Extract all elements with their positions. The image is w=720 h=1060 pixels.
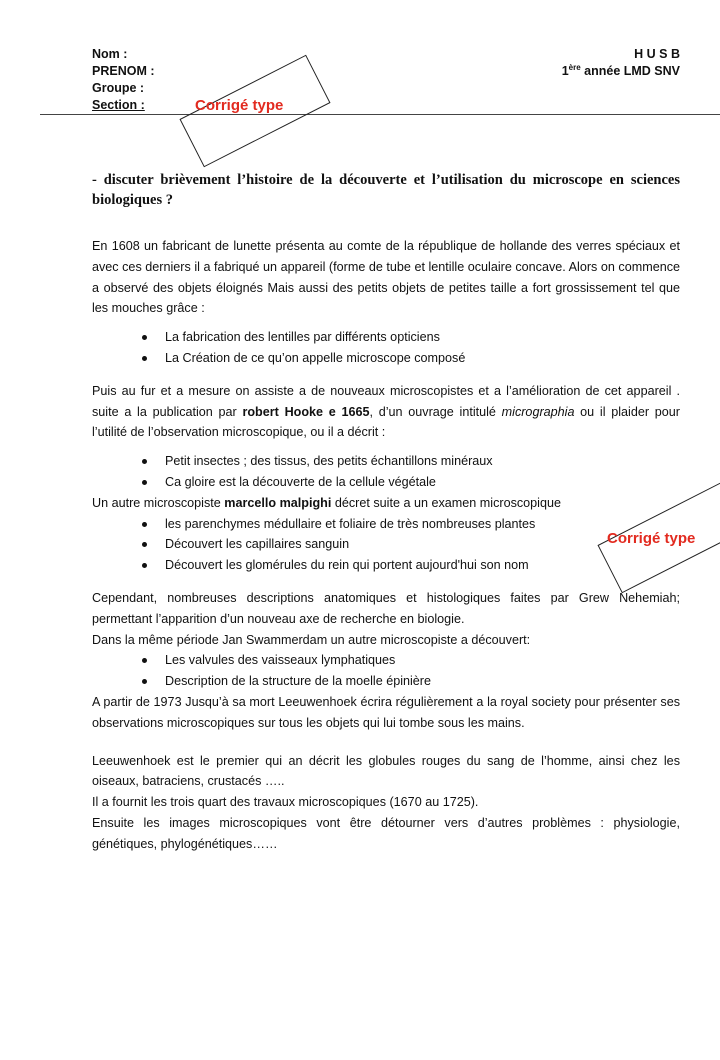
nom-label: Nom : (92, 47, 128, 61)
paragraph-6: A partir de 1973 Jusqu’à sa mort Leeuwenhoek écrira régulièrement a la royal society pour présenter ses observations microscopiques sur tous les objets qui lui tombe sous les mains. (92, 694, 680, 730)
list-item: Petit insectes ; des tissus, des petits échantillons minéraux (92, 451, 680, 472)
list-item: Description de la structure de la moelle épinière (92, 671, 680, 692)
year-superscript: ère (568, 62, 581, 72)
correction-stamp-label-2: Corrigé type (607, 530, 696, 547)
list-item: La fabrication des lentilles par différents opticiens (92, 327, 680, 348)
year-number: 1 (561, 64, 569, 78)
bullet-list-3 (92, 514, 680, 576)
author-malpighi: marcello malpighi (224, 495, 332, 510)
list-item: Ca gloire est la découverte de la cellule végétale (92, 472, 680, 493)
answer-body (92, 236, 680, 855)
paragraph-2-text-c: ou il plaider pour l’utilité de l’observation microscopique, ou il a décrit : (92, 404, 680, 440)
correction-stamp-label: Corrigé type (195, 97, 284, 114)
section-label: Section : (92, 98, 145, 112)
course-info (562, 46, 680, 80)
paragraph-7: Leeuwenhoek est le premier qui an décrit les globules rouges du sang de l’homme, ainsi chez les oiseaux, batraciens, crustacés ….. (92, 753, 680, 789)
list-item: La Création de ce qu’on appelle microscope composé (92, 348, 680, 369)
year-program: année LMD SNV (580, 64, 680, 78)
paragraph-2-text-a: Puis au fur et a mesure on assiste a de nouveaux microscopistes et a l’amélioration de cet appareil . suite a la publication par (92, 383, 680, 419)
header-divider (40, 114, 720, 115)
paragraph-8: Il a fournit les trois quart des travaux microscopiques (1670 au 1725). (92, 795, 479, 810)
institution-label: H U S B (634, 47, 680, 61)
paragraph-3 (92, 493, 680, 514)
list-item: Découvert les capillaires sanguin (92, 534, 680, 555)
author-hooke: robert Hooke e 1665 (242, 404, 370, 419)
book-title: micrographia (501, 404, 575, 419)
bullet-list-1 (92, 327, 680, 369)
paragraph-3-text-b: décret suite a un examen microscopique (331, 495, 561, 510)
exam-question: - discuter brièvement l’histoire de la découverte et l’utilisation du microscope en sciences biologiques ? (92, 172, 680, 208)
paragraph-2 (92, 381, 680, 443)
year-label (562, 63, 680, 80)
list-item: Les valvules des vaisseaux lymphatiques (92, 650, 680, 671)
paragraph-4: Cependant, nombreuses descriptions anatomiques et histologiques faites par Grew Nehemiah; permettant l’apparition d’un nouveau axe de recherche en biologie. (92, 590, 680, 626)
paragraph-5: Dans la même période Jan Swammerdam un autre microscopiste a découvert: (92, 632, 531, 647)
list-item: Découvert les glomérules du rein qui portent aujourd'hui son nom (92, 555, 680, 576)
groupe-label: Groupe : (92, 81, 145, 95)
prenom-label: PRENOM : (92, 64, 155, 78)
paragraph-9: Ensuite les images microscopiques vont être détourner vers d’autres problèmes : physiologie, génétiques, phylogénétiques…… (92, 815, 680, 851)
paragraph-2-text-b: , d’un ouvrage intitulé (369, 404, 502, 419)
bullet-list-4 (92, 650, 680, 692)
list-item: les parenchymes médullaire et foliaire de très nombreuses plantes (92, 514, 680, 535)
paragraph-3-text-a: Un autre microscopiste (92, 495, 225, 510)
paragraph-1: En 1608 un fabricant de lunette présenta au comte de la république de hollande des verres spéciaux et avec ces derniers il a fabriqué un appareil (forme de tube et lentille oculaire concave. Alors on commence a observé des objets éloignés Mais aussi des petits objets de petites taille a fort grossissement tel que les mouches grâce : (92, 239, 680, 316)
bullet-list-2 (92, 451, 680, 493)
